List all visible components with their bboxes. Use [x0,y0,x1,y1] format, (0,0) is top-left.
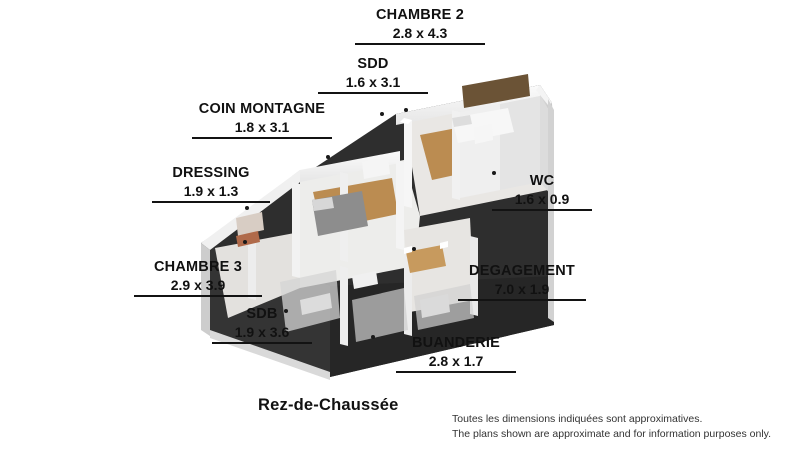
partition-chambre2-sdd [404,118,412,208]
partition-middle-hall [396,160,404,250]
floor-title: Rez-de-Chaussée [258,396,399,414]
disclaimer-line-en: The plans shown are approximate and for information purposes only. [452,428,772,441]
partition-dressing [292,182,300,278]
room-dims-buanderie: 2.8 x 1.7 [396,353,516,373]
room-label-buanderie [396,334,516,373]
room-dims-wc: 1.6 x 0.9 [492,191,592,211]
room-label-chambre3 [134,258,262,297]
room-label-degagement [458,262,586,301]
room-label-sdb [212,305,312,344]
room-dims-sdb: 1.9 x 3.6 [212,324,312,344]
room-dims-degagement: 7.0 x 1.9 [458,281,586,301]
room-name-chambre2: CHAMBRE 2 [376,7,464,23]
room-name-dressing: DRESSING [172,165,250,181]
disclaimer-line-fr: Toutes les dimensions indiquées sont approximatives. [452,413,703,425]
room-dims-sdd: 1.6 x 3.1 [318,74,428,94]
partition-sdb [340,266,348,346]
room-label-coin-montagne [192,100,332,139]
room-name-wc: WC [529,173,555,189]
room-name-buanderie: BUANDERIE [412,335,500,351]
room-label-sdd [318,55,428,94]
leader-dot-dressing [245,206,249,210]
room-dims-chambre2: 2.8 x 4.3 [355,25,485,45]
room-name-sdd: SDD [357,56,389,72]
leader-dot-sdd [380,112,384,116]
room-label-wc [492,172,592,211]
room-name-sdb: SDB [246,306,278,322]
room-dims-chambre3: 2.9 x 3.9 [134,277,262,297]
room-dims-coin-montagne: 1.8 x 3.1 [192,119,332,139]
room-name-chambre3: CHAMBRE 3 [154,259,242,275]
room-dims-dressing: 1.9 x 1.3 [152,183,270,203]
room-label-chambre2 [355,6,485,45]
leader-dot-coin [326,155,330,159]
leader-dot-chambre3 [243,240,247,244]
leader-dot-chambre2 [404,108,408,112]
room-label-dressing [152,164,270,203]
room-name-degagement: DEGAGEMENT [469,263,575,279]
leader-dot-degagement [412,247,416,251]
room-name-coin-montagne: COIN MONTAGNE [198,101,326,117]
disclaimer [452,412,771,442]
leader-dot-buanderie [371,335,375,339]
